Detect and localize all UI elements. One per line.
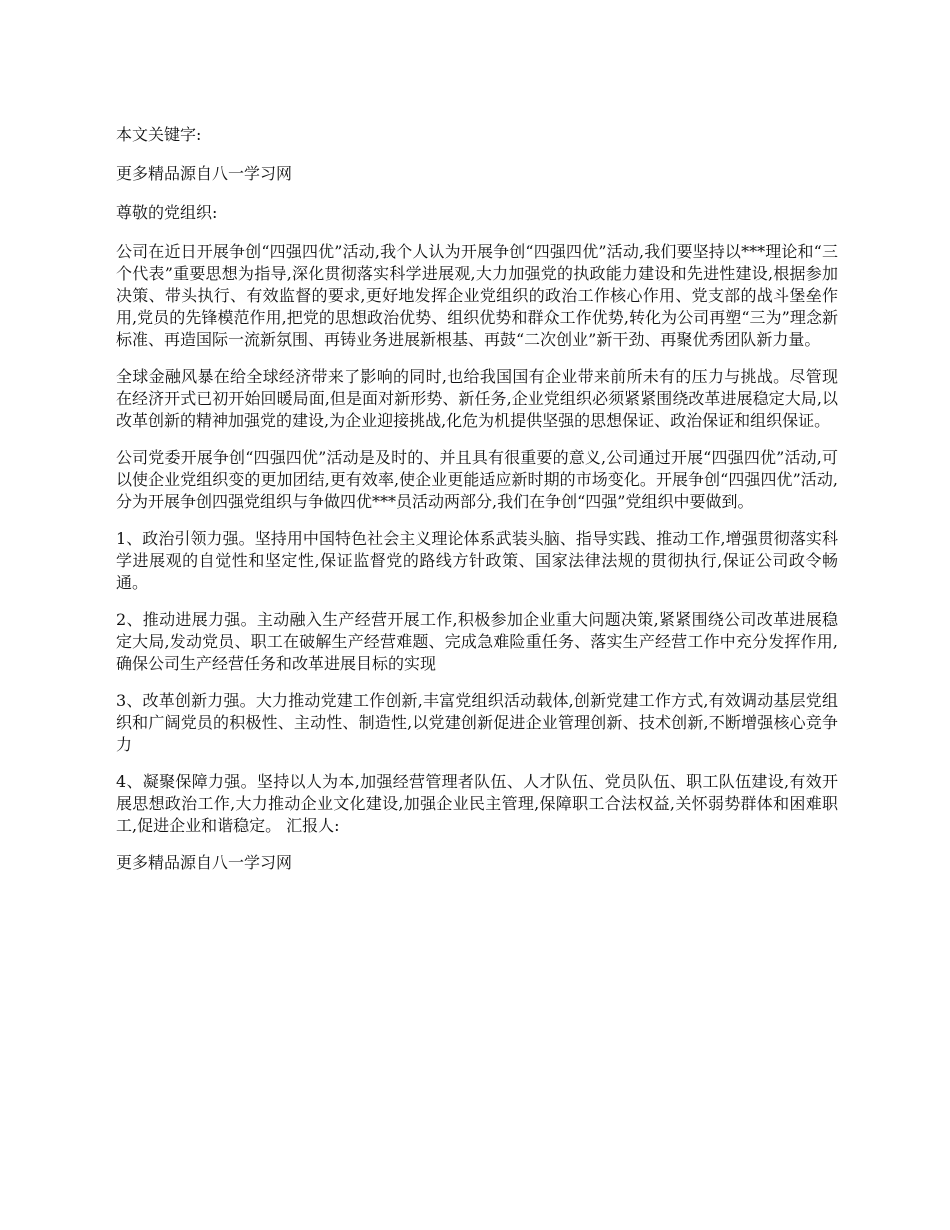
body-paragraph-3: 公司党委开展争创“四强四优”活动是及时的、并且具有很重要的意义,公司通过开展“四强四优”活动,可以使企业党组织变的更加团结,更有效率,使企业更能适应新时期的市场变化。开展争创“四强四优”活动,分为开展争创四强党组织与争做四优***员活动两部分,我们在争创“四强”党组织中要做到。 xyxy=(116,448,838,511)
source-line-top: 更多精品源自八一学习网 xyxy=(116,164,293,183)
keywords-label: 本文关键字: xyxy=(116,125,202,144)
document-page xyxy=(116,124,838,891)
point-2-paragraph: 2、推动进展力强。主动融入生产经营开展工作,积极参加企业重大问题决策,紧紧围绕公司改革进展稳定大局,发动党员、职工在破解生产经营难题、完成急难险重任务、落实生产经营工作中充分发挥作用,确保公司生产经营任务和改革进展目标的实现 xyxy=(116,610,838,673)
body-paragraph-1: 公司在近日开展争创“四强四优”活动,我个人认为开展争创“四强四优”活动,我们要坚持以***理论和“三个代表”重要思想为指导,深化贯彻落实科学进展观,大力加强党的执政能力建设和先进性建设,根据参加决策、带头执行、有效监督的要求,更好地发挥企业党组织的政治工作核心作用、党支部的战斗堡垒作用,党员的先锋模范作用,把党的思想政治优势、组织优势和群众工作优势,转化为公司再塑“三为”理念新标准、再造国际一流新氛围、再铸业务进展新根基、再鼓“二次创业”新干劲、再聚优秀团队新力量。 xyxy=(116,242,838,349)
salutation: 尊敬的党组织: xyxy=(116,203,218,222)
point-3-paragraph: 3、改革创新力强。大力推动党建工作创新,丰富党组织活动载体,创新党建工作方式,有效调动基层党组织和广阔党员的积极性、主动性、制造性,以党建创新促进企业管理创新、技术创新,不断增强核心竞争力 xyxy=(116,691,838,754)
source-line-bottom: 更多精品源自八一学习网 xyxy=(116,853,293,872)
point-1-paragraph: 1、政治引领力强。坚持用中国特色社会主义理论体系武装头脑、指导实践、推动工作,增强贯彻落实科学进展观的自觉性和坚定性,保证监督党的路线方针政策、国家法律法规的贯彻执行,保证公司政令畅通。 xyxy=(116,529,838,592)
point-4-paragraph: 4、凝聚保障力强。坚持以人为本,加强经营管理者队伍、人才队伍、党员队伍、职工队伍建设,有效开展思想政治工作,大力推动企业文化建设,加强企业民主管理,保障职工合法权益,关怀弱势群体和困难职工,促进企业和谐稳定。 汇报人: xyxy=(116,772,838,835)
body-paragraph-2: 全球金融风暴在给全球经济带来了影响的同时,也给我国国有企业带来前所未有的压力与挑战。尽管现在经济开式已初开始回暖局面,但是面对新形势、新任务,企业党组织必须紧紧围绕改革进展稳定大局,以改革创新的精神加强党的建设,为企业迎接挑战,化危为机提供坚强的思想保证、政治保证和组织保证。 xyxy=(116,367,838,430)
